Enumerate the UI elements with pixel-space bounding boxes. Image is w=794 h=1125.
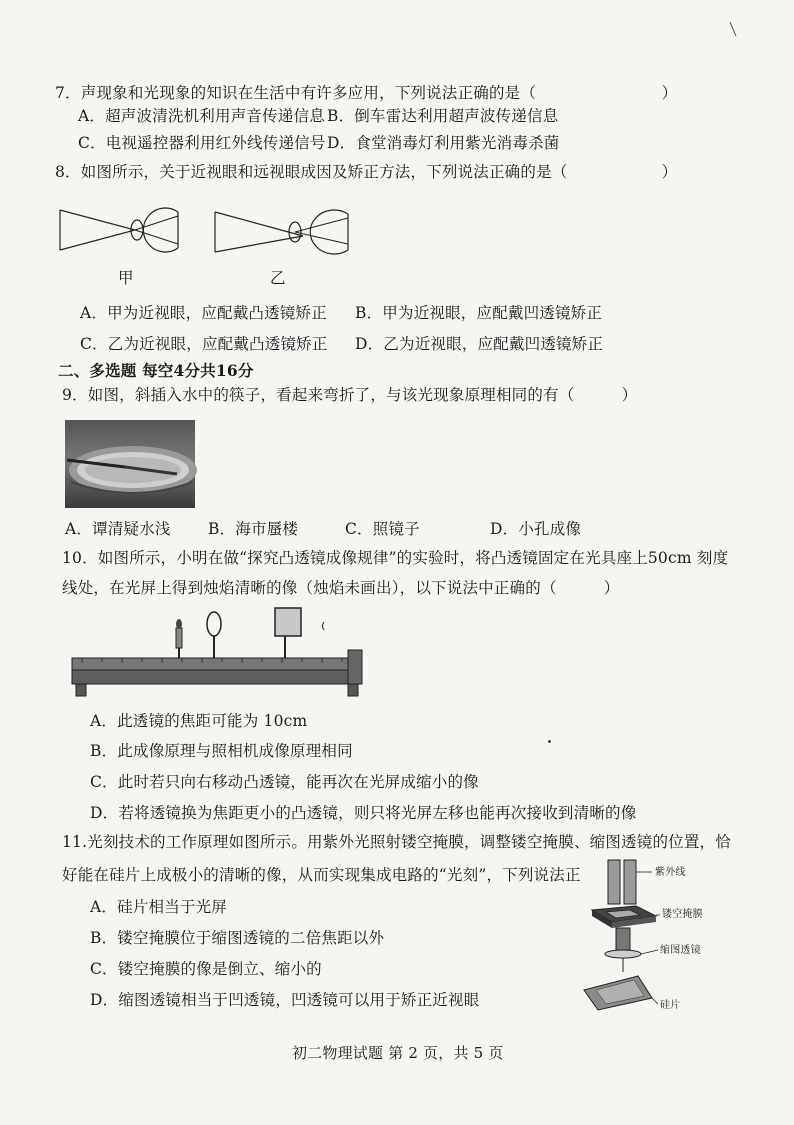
q7-option-d: D．食堂消毒灯利用紫光消毒杀菌 [327, 134, 560, 152]
q10-option-a: A．此透镜的焦距可能为 10cm [90, 712, 308, 730]
q7-option-c: C．电视遥控器利用红外线传递信号 [78, 134, 326, 152]
q9-option-a: A．谭清疑水浅 [65, 520, 171, 538]
q8-stem: 8．如图所示，关于近视眼和远视眼成因及矫正方法，下列说法正确的是（ ） [55, 163, 678, 181]
scan-mark [728, 20, 740, 40]
fig-label-uv: 紫外线 [655, 867, 686, 878]
q7-option-a: A．超声波清洗机利用声音传递信息 [78, 107, 325, 125]
q9-option-b: B．海市蜃楼 [208, 520, 299, 538]
fig-label-mask: 镂空掩膜 [662, 909, 703, 920]
page-footer: 初二物理试题 第 2 页，共 5 页 [292, 1044, 504, 1062]
chopsticks-in-water-photo [65, 420, 195, 508]
q11-stem-line2: 好能在硅片上成极小的清晰的像，从而实现集成电路的“光刻”，下列说法正 [62, 866, 581, 884]
q8-option-a: A．甲为近视眼，应配戴凸透镜矫正 [80, 304, 327, 322]
q10-option-d: D．若将透镜换为焦距更小的凸透镜，则只将光屏左移也能再次接收到清晰的像 [90, 804, 637, 822]
q7-stem: 7．声现象和光现象的知识在生活中有许多应用，下列说法正确的是（ ） [55, 84, 678, 102]
scan-speck [548, 740, 551, 743]
fig-label-lens: 缩图透镜 [660, 945, 701, 956]
q10-option-c: C．此时若只向右移动凸透镜，能再次在光屏成缩小的像 [90, 773, 479, 791]
q7-option-b: B．倒车雷达利用超声波传递信息 [327, 107, 559, 125]
eye-diagram-yi [215, 210, 355, 255]
q8-option-b: B．甲为近视眼，应配戴凹透镜矫正 [355, 304, 603, 322]
fig-label-wafer: 硅片 [660, 1000, 681, 1011]
q11-option-a: A．硅片相当于光屏 [90, 898, 227, 916]
q9-stem: 9．如图，斜插入水中的筷子，看起来弯折了，与该光现象原理相同的有（ ） [62, 386, 638, 404]
optical-bench-diagram [72, 610, 372, 700]
q11-option-c: C．镂空掩膜的像是倒立、缩小的 [90, 960, 322, 978]
q10-option-b: B．此成像原理与照相机成像原理相同 [90, 742, 353, 760]
fig-label-yi: 乙 [270, 269, 286, 287]
q10-stem-line1: 10．如图所示，小明在做“探究凸透镜成像规律”的实验时，将凸透镜固定在光具座上50cm 刻度 [62, 549, 729, 567]
q8-option-c: C．乙为近视眼，应配戴凸透镜矫正 [80, 335, 328, 353]
q8-option-d: D．乙为近视眼，应配戴凹透镜矫正 [355, 335, 604, 353]
eye-diagram-jia [60, 208, 195, 253]
fig-label-jia: 甲 [118, 269, 134, 287]
q10-stem-line2: 线处，在光屏上得到烛焰清晰的像（烛焰未画出），以下说法中正确的（ ） [62, 579, 620, 597]
q9-option-c: C．照镜子 [345, 520, 420, 538]
q9-option-d: D．小孔成像 [490, 520, 582, 538]
section-title: 二、多选题 每空4分共16分 [58, 361, 254, 380]
lithography-diagram [578, 858, 718, 1018]
q11-option-b: B．镂空掩膜位于缩图透镜的二倍焦距以外 [90, 929, 385, 947]
q11-stem-line1: 11.光刻技术的工作原理如图所示。用紫外光照射镂空掩膜，调整镂空掩膜、缩图透镜的位置，恰 [62, 833, 731, 851]
q11-option-d: D．缩图透镜相当于凹透镜，凹透镜可以用于矫正近视眼 [90, 991, 480, 1009]
